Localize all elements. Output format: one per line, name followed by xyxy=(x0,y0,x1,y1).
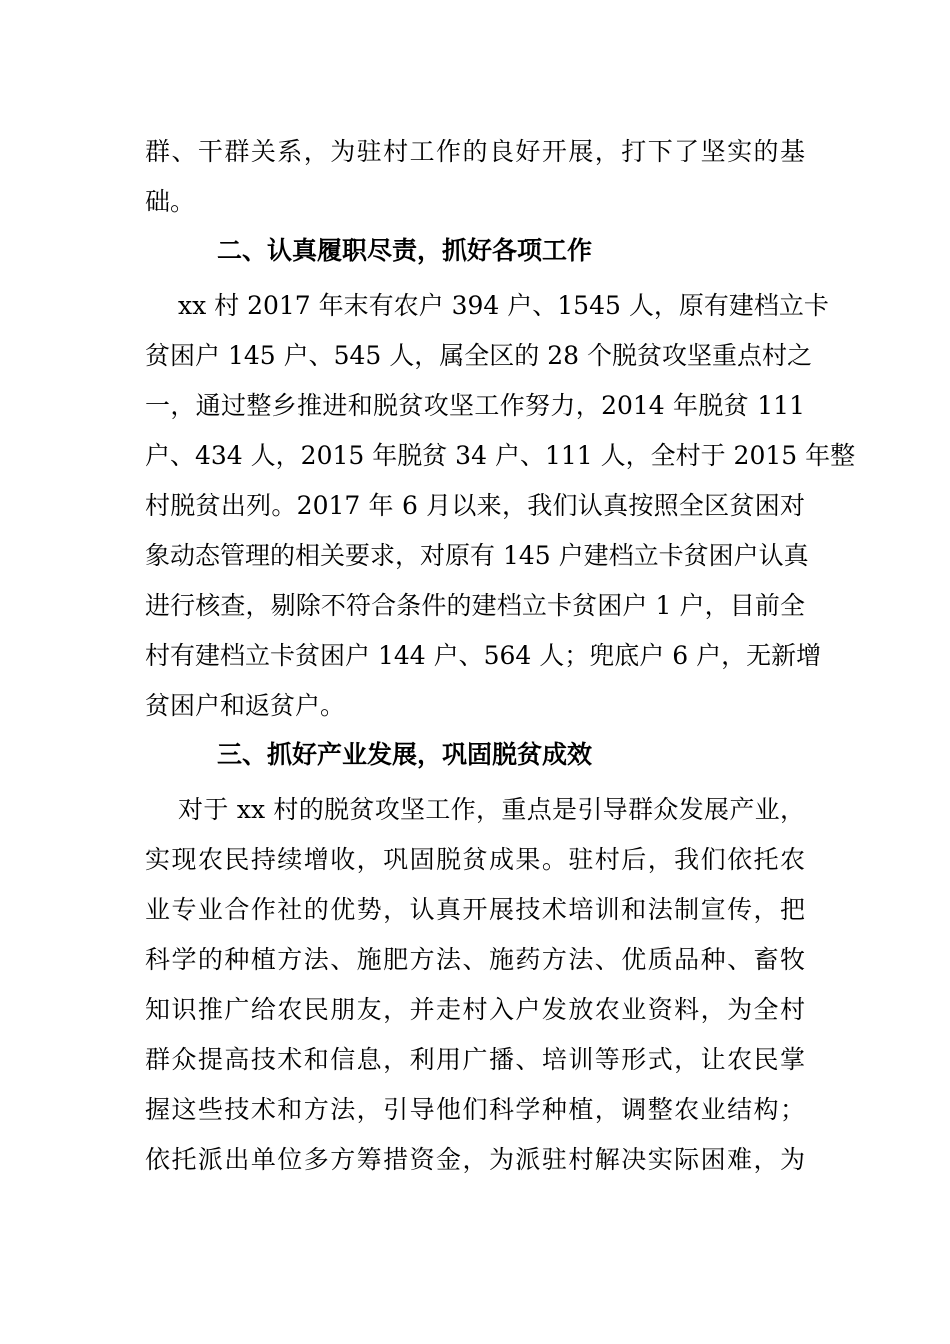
paragraph-line: 础。 xyxy=(145,187,196,216)
paragraph-line: 业专业合作社的优势，认真开展技术培训和法制宣传，把 xyxy=(145,895,805,924)
paragraph-line: 群众提高技术和信息，利用广播、培训等形式，让农民掌 xyxy=(145,1045,805,1074)
paragraph-line: 进行核查，剔除不符合条件的建档立卡贫困户 1 户，目前全 xyxy=(145,591,805,620)
paragraph-line: xx 村 2017 年末有农户 394 户、1545 人，原有建档立卡 xyxy=(178,291,829,320)
section-heading-2: 二、认真履职尽责，抓好各项工作 xyxy=(217,236,593,265)
paragraph-line: 贫困户 145 户、545 人，属全区的 28 个脱贫攻坚重点村之 xyxy=(145,341,812,370)
paragraph-line: 户、434 人，2015 年脱贫 34 户、111 人，全村于 2015 年整 xyxy=(145,441,856,470)
paragraph-line: 依托派出单位多方筹措资金，为派驻村解决实际困难，为 xyxy=(145,1145,805,1174)
paragraph-line: 对于 xx 村的脱贫攻坚工作，重点是引导群众发展产业， xyxy=(178,795,805,824)
paragraph-line: 村脱贫出列。2017 年 6 月以来，我们认真按照全区贫困对 xyxy=(145,491,805,520)
paragraph-line: 贫困户和返贫户。 xyxy=(145,691,346,720)
paragraph-line: 科学的种植方法、施肥方法、施药方法、优质品种、畜牧 xyxy=(145,945,805,974)
paragraph-line: 实现农民持续增收，巩固脱贫成果。驻村后，我们依托农 xyxy=(145,845,805,874)
paragraph-line: 象动态管理的相关要求，对原有 145 户建档立卡贫困户认真 xyxy=(145,541,809,570)
paragraph-line: 知识推广给农民朋友，并走村入户发放农业资料，为全村 xyxy=(145,995,805,1024)
paragraph-line: 一，通过整乡推进和脱贫攻坚工作努力，2014 年脱贫 111 xyxy=(145,391,805,420)
paragraph-line: 村有建档立卡贫困户 144 户、564 人；兜底户 6 户，无新增 xyxy=(145,641,822,670)
paragraph-line: 握这些技术和方法，引导他们科学种植，调整农业结构； xyxy=(145,1095,805,1124)
section-heading-3: 三、抓好产业发展，巩固脱贫成效 xyxy=(217,740,593,769)
paragraph-line: 群、干群关系，为驻村工作的良好开展，打下了坚实的基 xyxy=(145,137,805,166)
